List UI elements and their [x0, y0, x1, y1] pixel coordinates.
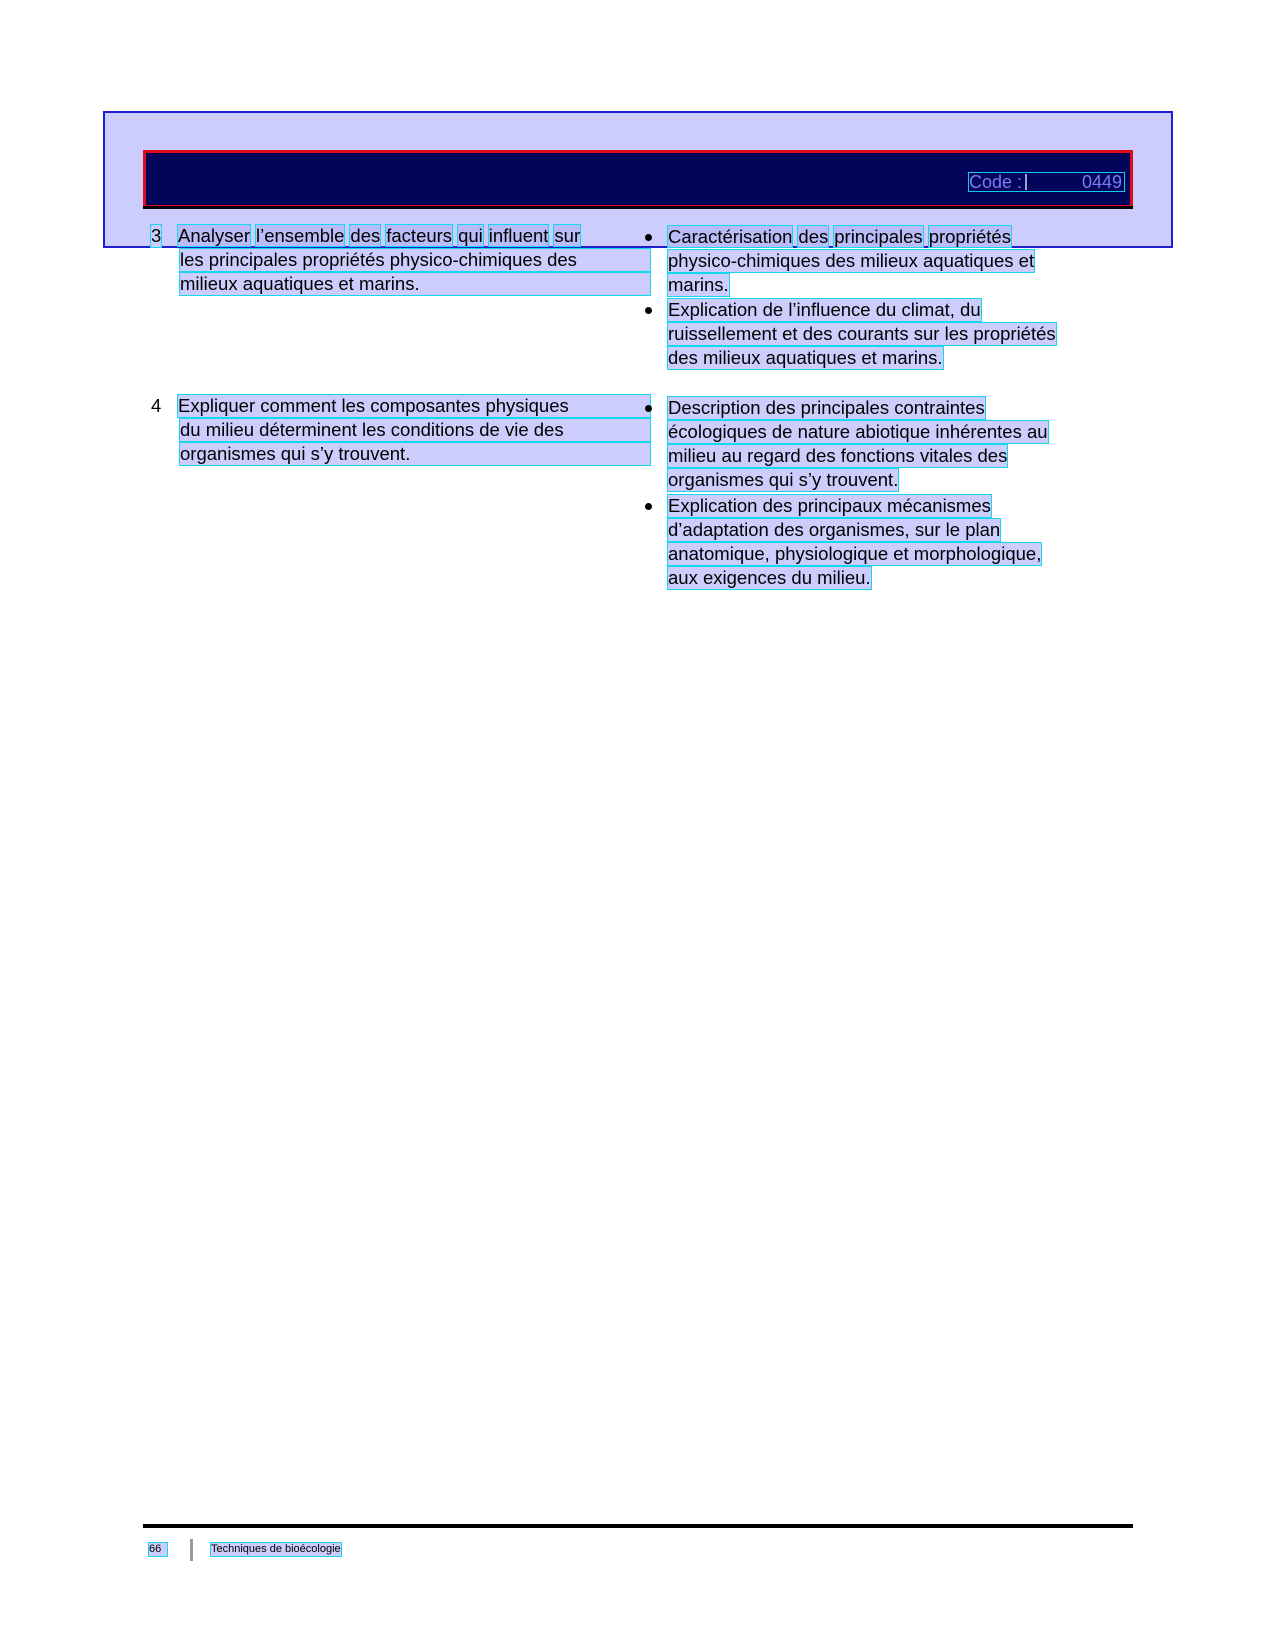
criterion-line: Explication des principaux mécanismes: [668, 495, 991, 516]
bullet-icon: [645, 307, 652, 314]
objective-line: milieux aquatiques et marins.: [180, 273, 650, 295]
objective-number: 4: [151, 395, 162, 416]
objective-line: Analyser l’ensemble des facteurs qui influent sur: [178, 225, 581, 246]
objective-line: organismes qui s’y trouvent.: [180, 443, 650, 465]
criterion-line: ruissellement et des courants sur les propriétés: [668, 323, 1056, 344]
course-code-separator: [1025, 174, 1027, 190]
header-bar-shadow: [143, 206, 1133, 209]
objective-line: les principales propriétés physico-chimiques des: [180, 249, 650, 271]
criterion-line: marins.: [668, 274, 729, 295]
criterion-line: des milieux aquatiques et marins.: [668, 347, 943, 368]
objective-number: 3: [151, 225, 162, 246]
criterion-line: Caractérisation des principales propriétés: [668, 226, 1011, 247]
criterion-line: physico-chimiques des milieux aquatiques et: [668, 250, 1035, 271]
criterion-line: Description des principales contraintes: [668, 397, 985, 418]
objective-line: Expliquer comment les composantes physiques: [178, 395, 650, 417]
course-code-label: Code :: [969, 172, 1023, 192]
page-number: 66: [149, 1543, 167, 1556]
criterion-line: Explication de l’influence du climat, du: [668, 299, 981, 320]
footer-rule: [143, 1524, 1133, 1528]
course-code-value: 0449: [1081, 172, 1122, 192]
criterion-line: milieu au regard des fonctions vitales des: [668, 445, 1008, 466]
bullet-icon: [645, 503, 652, 510]
criterion-line: anatomique, physiologique et morphologique,: [668, 543, 1042, 564]
criterion-line: organismes qui s’y trouvent.: [668, 469, 899, 490]
footer-separator: [190, 1539, 193, 1561]
criterion-line: d’adaptation des organismes, sur le plan: [668, 519, 1001, 540]
bullet-icon: [645, 234, 652, 241]
document-title: Techniques de bioécologie: [211, 1543, 341, 1555]
criterion-line: écologiques de nature abiotique inhérentes au: [668, 421, 1048, 442]
objective-line: du milieu déterminent les conditions de vie des: [180, 419, 650, 441]
course-code: [968, 172, 1125, 192]
criterion-line: aux exigences du milieu.: [668, 567, 871, 588]
bullet-icon: [645, 405, 652, 412]
